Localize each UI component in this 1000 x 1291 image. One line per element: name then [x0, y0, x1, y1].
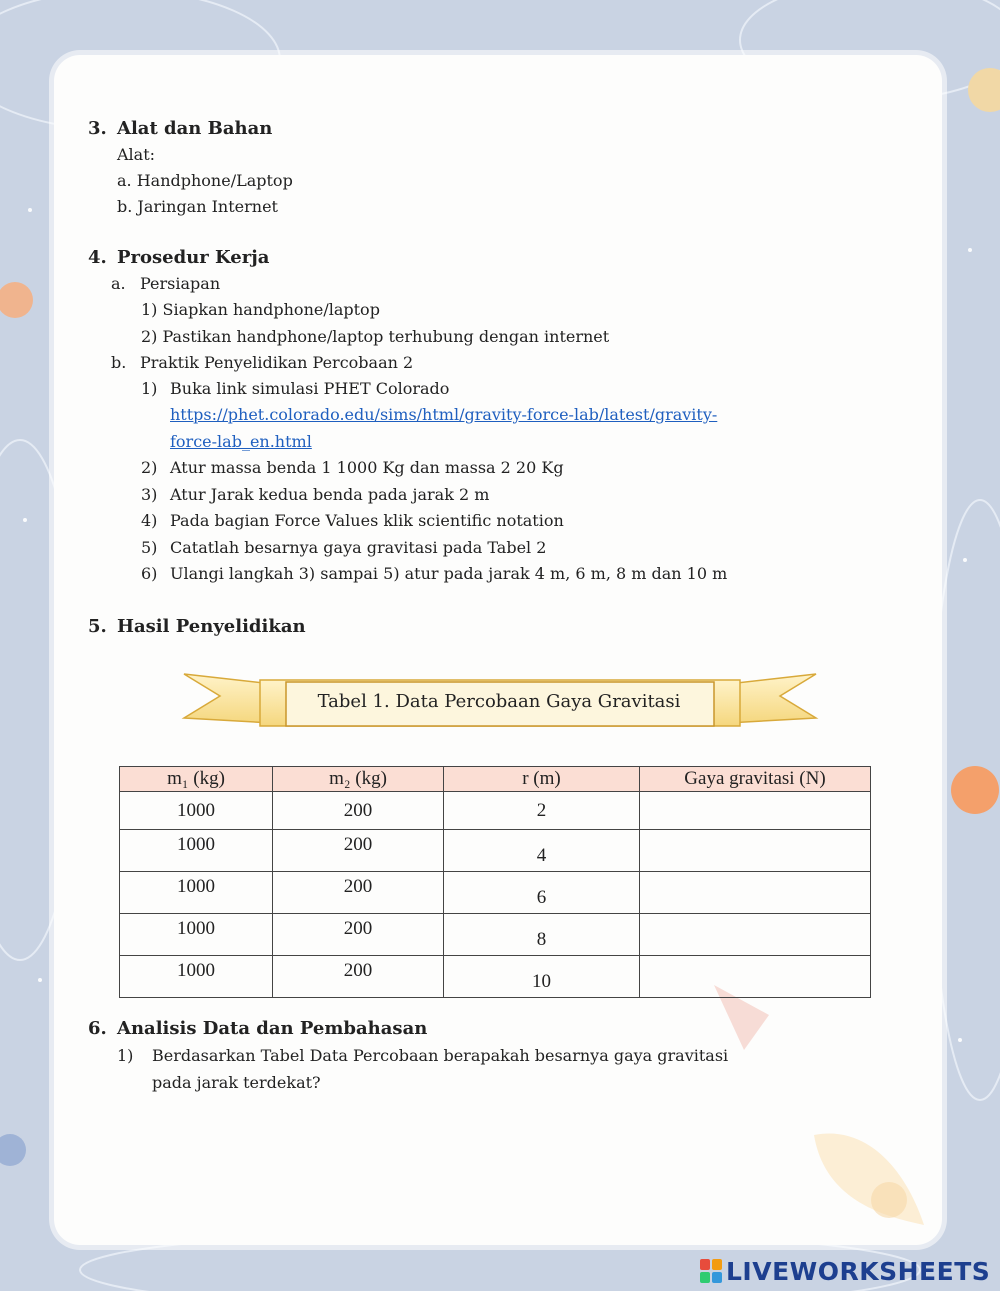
list-item: 1) Buka link simulasi PHET Colorado [141, 379, 450, 398]
table-row [120, 914, 871, 956]
section-heading [88, 614, 306, 640]
list-item: 3) Atur Jarak kedua benda pada jarak 2 m [141, 485, 490, 504]
cell-m1: 1000 [120, 830, 273, 872]
answer-cell[interactable] [640, 914, 871, 956]
phet-link-line-1[interactable]: https://phet.colorado.edu/sims/html/gravity-force-lab/latest/gravity- [170, 405, 718, 424]
subsection-label: b. [111, 353, 127, 372]
list-item: 2) Pastikan handphone/laptop terhubung dengan internet [141, 327, 610, 346]
cell-r: 4 [444, 830, 640, 872]
list-item: 4) Pada bagian Force Values klik scientific notation [141, 511, 564, 530]
answer-cell[interactable] [640, 830, 871, 872]
header-m1: m₁ (kg) [120, 767, 273, 792]
cell-m2: 200 [273, 792, 444, 830]
question-1: 1) Berdasarkan Tabel Data Percobaan berapakah besarnya gaya gravitasi [117, 1046, 729, 1065]
list-item: 2) Atur massa benda 1 1000 Kg dan massa 2 20 Kg [141, 458, 564, 477]
cell-r: 2 [444, 792, 640, 830]
planet-icon [0, 1134, 26, 1166]
logo-text: LIVEWORKSHEETS [726, 1256, 991, 1286]
planet-icon [968, 68, 1000, 112]
table-row [120, 956, 871, 998]
phet-link[interactable] [170, 402, 717, 428]
section-title: Hasil Penyelidikan [117, 616, 306, 637]
cell-m2: 200 [273, 956, 444, 998]
header-m2: m₂ (kg) [273, 767, 444, 792]
cell-m2: 200 [273, 914, 444, 956]
answer-cell[interactable] [640, 956, 871, 998]
rocket-icon [674, 975, 934, 1245]
cell-r: 10 [444, 956, 640, 998]
section-number: 4. [88, 247, 107, 268]
liveworksheets-logo[interactable] [700, 1256, 990, 1286]
answer-cell[interactable] [640, 872, 871, 914]
section-number: 5. [88, 616, 107, 637]
cell-m2: 200 [273, 872, 444, 914]
section-title: Prosedur Kerja [117, 247, 270, 268]
cell-m1: 1000 [120, 914, 273, 956]
list-item: b. Jaringan Internet [117, 197, 278, 216]
section-title: Analisis Data dan Pembahasan [117, 1018, 428, 1039]
cell-r: 6 [444, 872, 640, 914]
header-r: r (m) [444, 767, 640, 792]
section-number: 3. [88, 118, 107, 139]
cell-m1: 1000 [120, 792, 273, 830]
section-heading [88, 245, 269, 271]
cell-r: 8 [444, 914, 640, 956]
list-item: a. Handphone/Laptop [117, 171, 293, 190]
cell-m2: 200 [273, 830, 444, 872]
section-number: 6. [88, 1018, 107, 1039]
subsection-title: Persiapan [140, 274, 221, 293]
table-header-row [120, 767, 871, 792]
table-row [120, 872, 871, 914]
phet-link-line-2[interactable]: force-lab_en.html [170, 432, 312, 451]
table-row [120, 792, 871, 830]
list-item: 1) Siapkan handphone/laptop [141, 300, 380, 319]
answer-cell[interactable] [640, 792, 871, 830]
subsection-a [111, 271, 220, 297]
data-table [119, 766, 871, 998]
alat-label: Alat: [117, 145, 156, 164]
cell-m1: 1000 [120, 956, 273, 998]
subsection-label: a. [111, 274, 126, 293]
logo-blocks-icon [700, 1259, 722, 1283]
subsection-title: Praktik Penyelidikan Percobaan 2 [140, 353, 414, 372]
planet-icon [951, 766, 999, 814]
section-title: Alat dan Bahan [117, 118, 273, 139]
phet-link-cont[interactable] [170, 429, 312, 455]
question-1-cont: pada jarak terdekat? [152, 1073, 321, 1092]
planet-icon [0, 282, 33, 318]
section-heading [88, 116, 272, 142]
table-row [120, 830, 871, 872]
subsection-b [111, 350, 413, 376]
list-item: 5) Catatlah besarnya gaya gravitasi pada Tabel 2 [141, 538, 547, 557]
cell-m1: 1000 [120, 872, 273, 914]
table-title: Tabel 1. Data Percobaan Gaya Gravitasi [317, 691, 681, 712]
header-gaya: Gaya gravitasi (N) [640, 767, 871, 792]
section-heading [88, 1016, 427, 1042]
list-item: 6) Ulangi langkah 3) sampai 5) atur pada jarak 4 m, 6 m, 8 m dan 10 m [141, 564, 728, 583]
